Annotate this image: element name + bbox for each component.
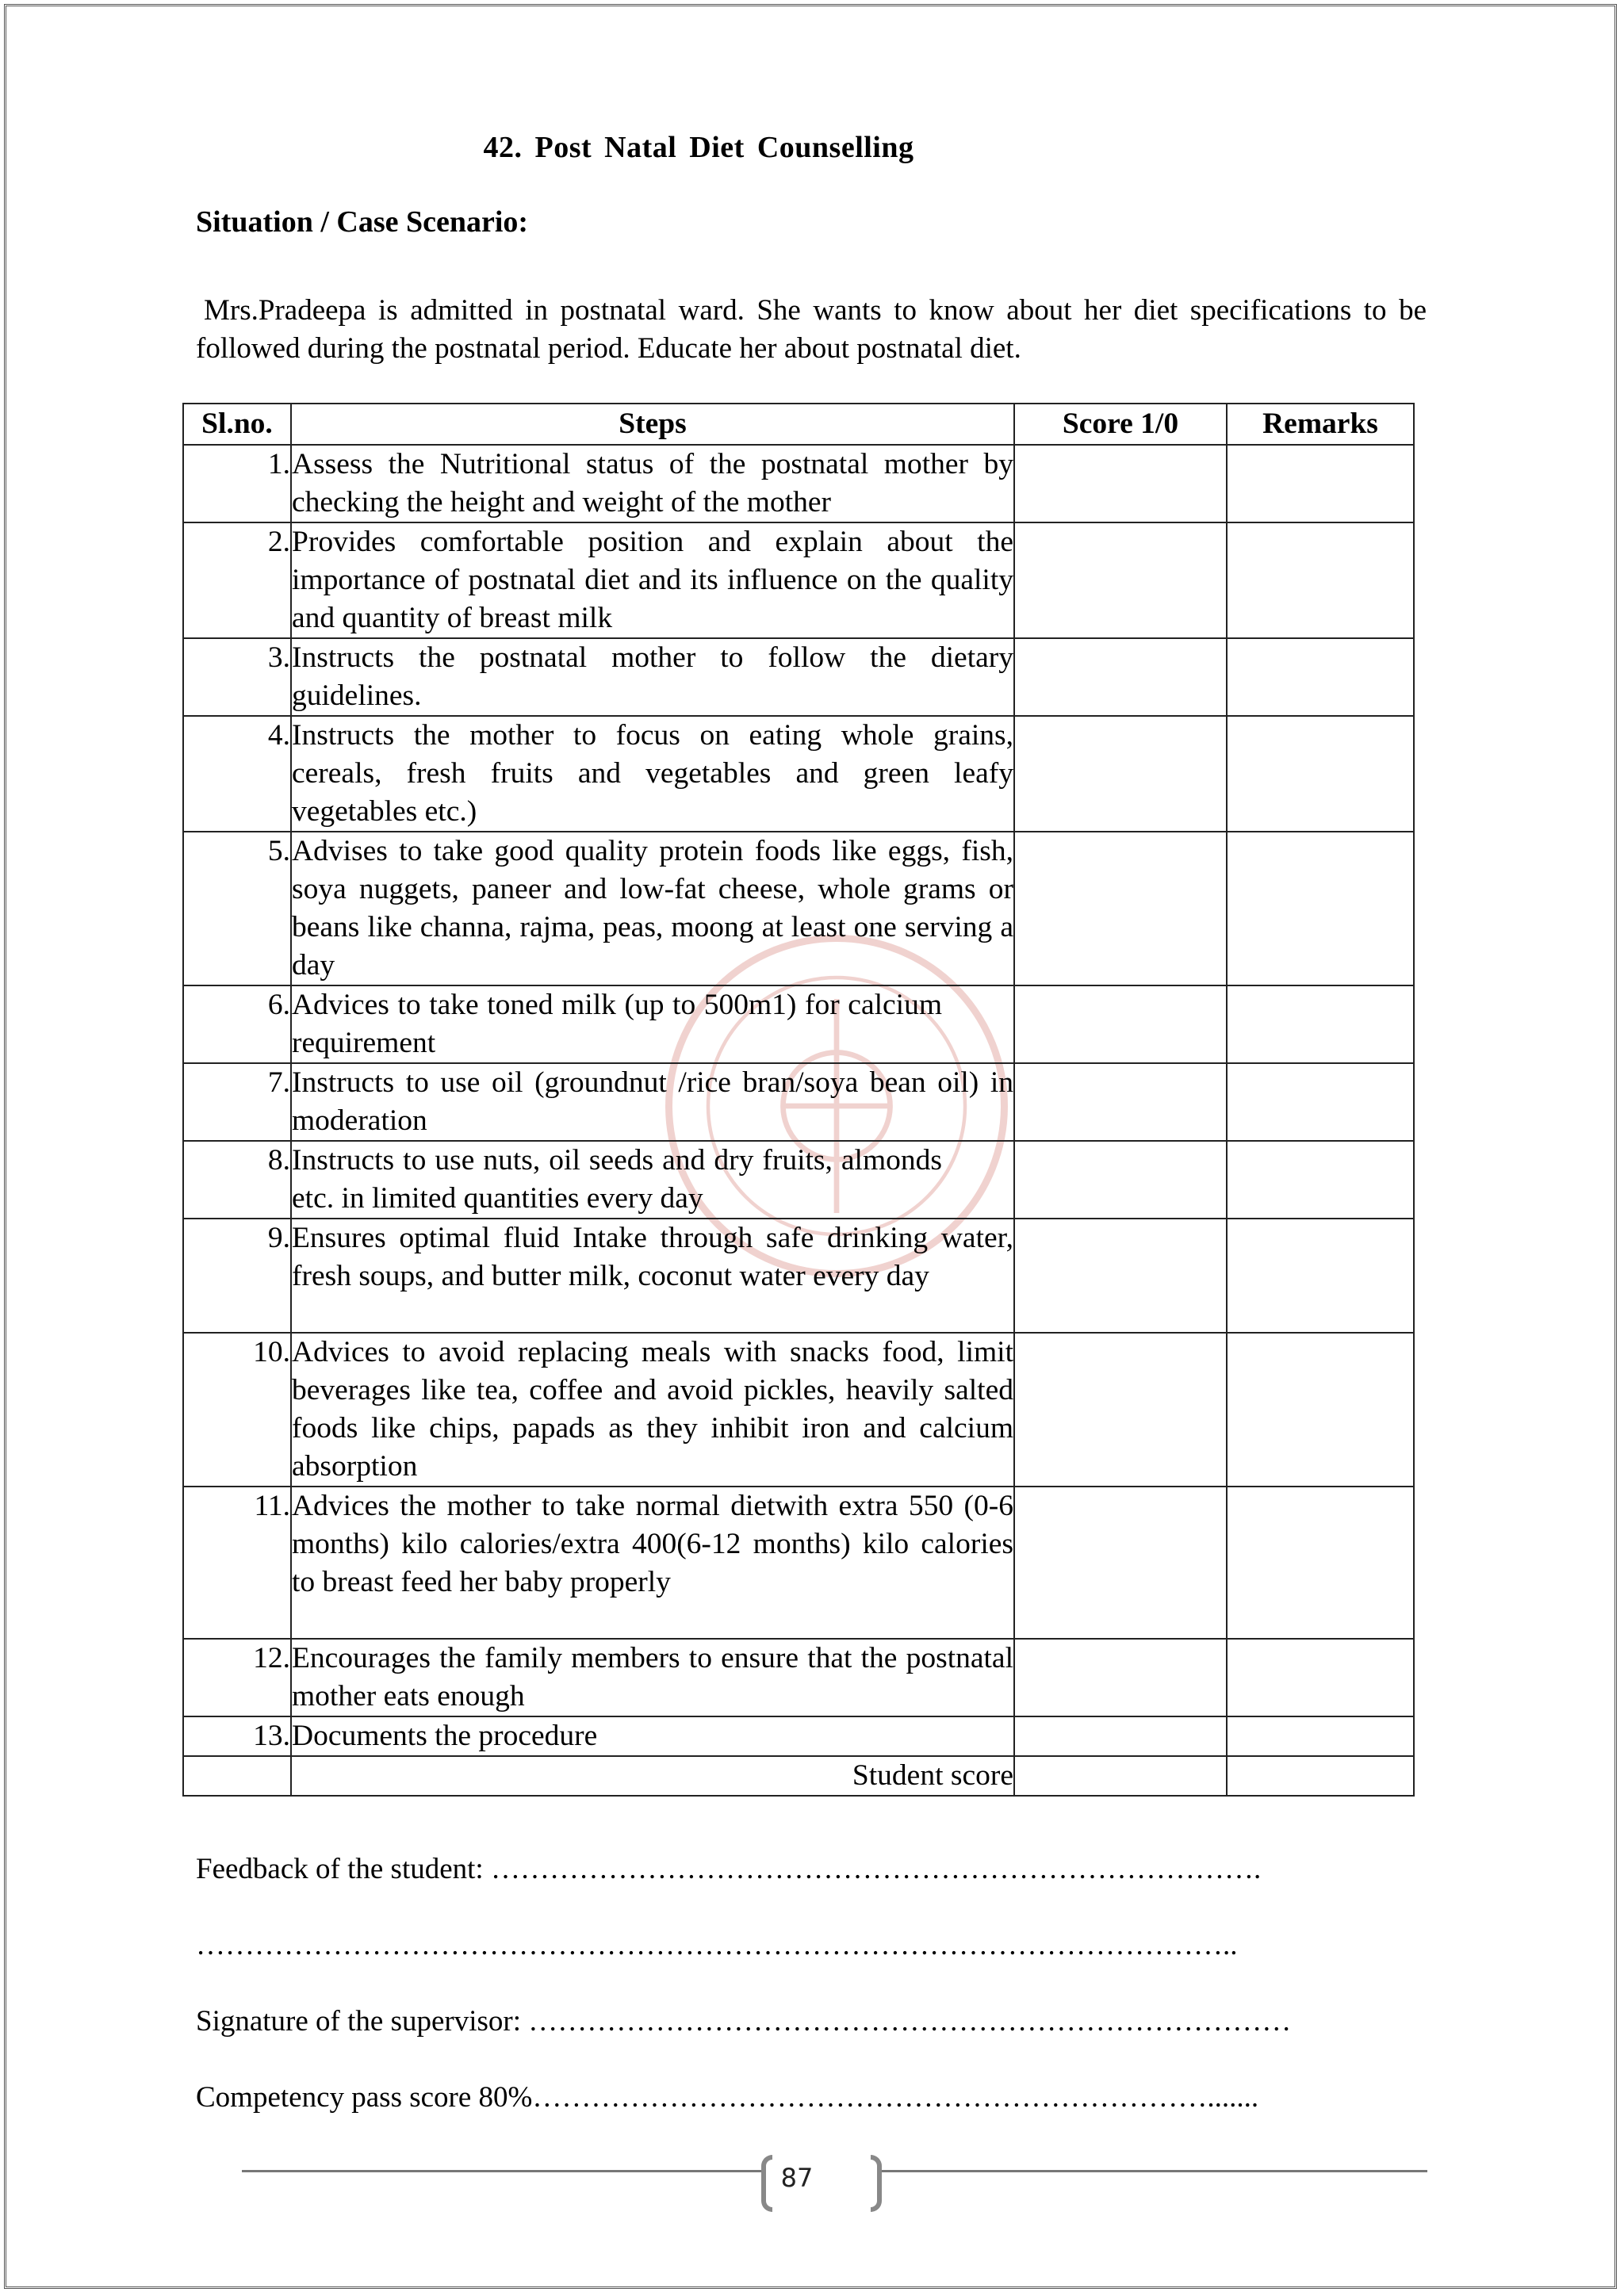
score-cell[interactable] xyxy=(1014,445,1227,522)
table-row xyxy=(183,832,1414,985)
score-cell[interactable] xyxy=(1014,1333,1227,1487)
table-row xyxy=(183,1716,1414,1756)
remarks-cell[interactable] xyxy=(1227,522,1414,638)
step-text: Advises to take good quality protein foods like eggs, fish, soya nuggets, paneer and low-fat cheese, whole grams or beans like channa, rajma, peas, moong at least one serving a day xyxy=(291,832,1014,985)
table-row xyxy=(183,985,1414,1063)
header-steps: Steps xyxy=(291,404,1014,445)
student-score-row xyxy=(183,1756,1414,1796)
step-text: Assess the Nutritional status of the postnatal mother by checking the height and weight of the mother xyxy=(291,445,1014,522)
step-text: Advices the mother to take normal dietwith extra 550 (0-6 months) kilo calories/extra 400(6-12 months) kilo calories to breast feed her baby properly xyxy=(291,1487,1014,1639)
row-number: 12. xyxy=(183,1639,291,1716)
student-score-label: Student score xyxy=(291,1756,1014,1796)
score-cell[interactable] xyxy=(1014,1063,1227,1141)
score-cell[interactable] xyxy=(1014,1639,1227,1716)
score-cell[interactable] xyxy=(1014,832,1227,985)
header-remarks: Remarks xyxy=(1227,404,1414,445)
row-number: 2. xyxy=(183,522,291,638)
student-remarks-cell[interactable] xyxy=(1227,1756,1414,1796)
feedback-line: Feedback of the student: ……………………………………………………………………. xyxy=(196,1853,1262,1885)
table-row xyxy=(183,522,1414,638)
supervisor-signature-line: Signature of the supervisor: …………………………………………………………………… xyxy=(196,2005,1292,2038)
score-cell[interactable] xyxy=(1014,1219,1227,1333)
row-number: 3. xyxy=(183,638,291,716)
feedback-continuation-line: …………………………………………………………………………………………….. xyxy=(196,1929,1238,1961)
row-number: 1. xyxy=(183,445,291,522)
page-number: 87 xyxy=(780,2163,814,2193)
row-number: 7. xyxy=(183,1063,291,1141)
row-number: 8. xyxy=(183,1141,291,1219)
student-score-cell[interactable] xyxy=(1014,1756,1227,1796)
table-row xyxy=(183,1141,1414,1219)
remarks-cell[interactable] xyxy=(1227,445,1414,522)
situation-heading: Situation / Case Scenario: xyxy=(196,205,529,239)
empty-cell xyxy=(183,1756,291,1796)
score-cell[interactable] xyxy=(1014,638,1227,716)
step-text: Instructs to use nuts, oil seeds and dry fruits, almonds etc. in limited quantities every day xyxy=(291,1141,1014,1219)
remarks-cell[interactable] xyxy=(1227,1141,1414,1219)
step-text: Instructs to use oil (groundnut /rice bran/soya bean oil) in moderation xyxy=(291,1063,1014,1141)
header-score: Score 1/0 xyxy=(1014,404,1227,445)
row-number: 6. xyxy=(183,985,291,1063)
step-text: Ensures optimal fluid Intake through safe drinking water, fresh soups, and butter milk, coconut water every day xyxy=(291,1219,1014,1333)
remarks-cell[interactable] xyxy=(1227,1219,1414,1333)
table-row xyxy=(183,1219,1414,1333)
remarks-cell[interactable] xyxy=(1227,1333,1414,1487)
score-cell[interactable] xyxy=(1014,1141,1227,1219)
competency-pass-score-line: Competency pass score 80%……………………………………………………………....... xyxy=(196,2081,1259,2114)
row-number: 13. xyxy=(183,1716,291,1756)
step-text: Encourages the family members to ensure that the postnatal mother eats enough xyxy=(291,1639,1014,1716)
score-cell[interactable] xyxy=(1014,522,1227,638)
remarks-cell[interactable] xyxy=(1227,1063,1414,1141)
row-number: 9. xyxy=(183,1219,291,1333)
row-number: 11. xyxy=(183,1487,291,1639)
table-row xyxy=(183,1063,1414,1141)
table-row xyxy=(183,716,1414,832)
table-row xyxy=(183,445,1414,522)
table-row xyxy=(183,1333,1414,1487)
checklist-table xyxy=(182,403,1415,1797)
step-text: Advices to take toned milk (up to 500m1) for calcium requirement xyxy=(291,985,1014,1063)
remarks-cell[interactable] xyxy=(1227,1487,1414,1639)
row-number: 10. xyxy=(183,1333,291,1487)
remarks-cell[interactable] xyxy=(1227,832,1414,985)
page-title: 42. Post Natal Diet Counselling xyxy=(483,131,914,164)
table-row xyxy=(183,638,1414,716)
header-slno: Sl.no. xyxy=(183,404,291,445)
score-cell[interactable] xyxy=(1014,985,1227,1063)
step-text: Advices to avoid replacing meals with snacks food, limit beverages like tea, coffee and avoid pickles, heavily salted foods like chips, papads as they inhibit iron and calcium absorption xyxy=(291,1333,1014,1487)
row-number: 4. xyxy=(183,716,291,832)
page-number-bracket-right xyxy=(871,2155,882,2212)
score-cell[interactable] xyxy=(1014,1487,1227,1639)
score-cell[interactable] xyxy=(1014,1716,1227,1756)
step-text: Instructs the postnatal mother to follow the dietary guidelines. xyxy=(291,638,1014,716)
score-cell[interactable] xyxy=(1014,716,1227,832)
step-text: Documents the procedure xyxy=(291,1716,1014,1756)
remarks-cell[interactable] xyxy=(1227,1716,1414,1756)
remarks-cell[interactable] xyxy=(1227,1639,1414,1716)
footer-rule-right xyxy=(882,2170,1427,2172)
remarks-cell[interactable] xyxy=(1227,716,1414,832)
table-row xyxy=(183,1639,1414,1716)
remarks-cell[interactable] xyxy=(1227,985,1414,1063)
row-number: 5. xyxy=(183,832,291,985)
step-text: Provides comfortable position and explain about the importance of postnatal diet and its influence on the quality and quantity of breast milk xyxy=(291,522,1014,638)
step-text: Instructs the mother to focus on eating whole grains, cereals, fresh fruits and vegetables and green leafy vegetables etc.) xyxy=(291,716,1014,832)
remarks-cell[interactable] xyxy=(1227,638,1414,716)
footer-rule-left xyxy=(242,2170,761,2172)
table-header-row xyxy=(183,404,1414,445)
scenario-text: Mrs.Pradeepa is admitted in postnatal ward. She wants to know about her diet specifications to be followed during the postnatal period. Educate her about postnatal diet. xyxy=(196,294,1427,365)
table-row xyxy=(183,1487,1414,1639)
